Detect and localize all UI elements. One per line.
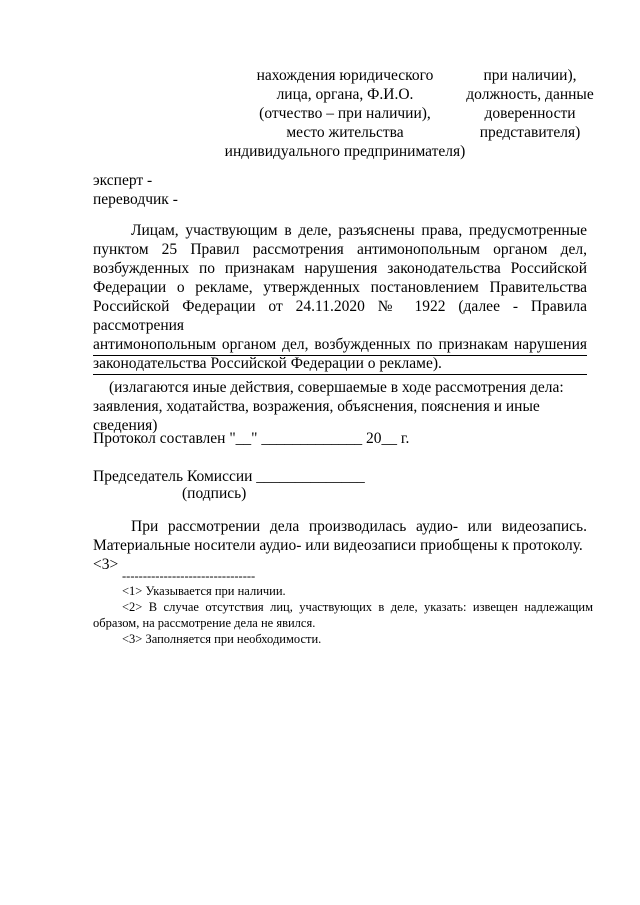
header-right-line: доверенности (484, 105, 576, 122)
header-right-column (450, 66, 610, 142)
footnotes (93, 583, 593, 647)
rights-paragraph (93, 221, 587, 373)
paragraph-line: Федерации о рекламе, утвержденных постановлением Правительства (93, 279, 587, 296)
chairman-signature-line: Председатель Комиссии ______________ (93, 468, 365, 485)
translator-label: переводчик - (93, 191, 178, 208)
header-right-line: должность, данные (466, 86, 594, 103)
paragraph-line: Российской Федерации от 24.11.2020 № 1922 (далее - Правила рассмотрения (93, 298, 587, 334)
expert-label: эксперт - (93, 172, 153, 189)
fill-in-line (93, 374, 587, 375)
paragraph-line: антимонопольным органом дел, возбужденных по признакам нарушения (93, 336, 587, 353)
footnote-separator: -------------------------------- (122, 569, 256, 583)
header-right-line: представителя) (479, 124, 581, 141)
header-right-line: при наличии), (483, 67, 577, 84)
fill-in-line (93, 355, 587, 356)
header-left-line: (отчество – при наличии), (259, 105, 431, 122)
actions-caption (93, 378, 593, 435)
footnote-item: <3> Заполняется при необходимости. (122, 632, 322, 646)
header-left-line: лица, органа, Ф.И.О. (276, 86, 414, 103)
paragraph-line: возбужденных по признакам нарушения законодательства Российской (93, 260, 587, 277)
caption-line: (излагаются иные действия, совершаемые в ходе рассмотрения дела: (109, 379, 564, 396)
signature-caption: (подпись) (182, 485, 247, 502)
header-left-column (215, 66, 475, 161)
paragraph-line: При рассмотрении дела производилась аудио- или видеозапись. (131, 518, 587, 535)
header-left-line: индивидуального предпринимателя) (224, 143, 466, 160)
paragraph-line: законодательства Российской Федерации о рекламе). (93, 355, 442, 372)
paragraph-line: пунктом 25 Правил рассмотрения антимонопольным органом дел, (93, 241, 587, 258)
protocol-composed-line: Протокол составлен "__" _____________ 20__ г. (93, 430, 410, 447)
recording-paragraph (93, 517, 587, 574)
footnote-item: <2> В случае отсутствия лиц, участвующих в деле, указать: извещен надлежащим (122, 600, 593, 614)
caption-line: заявления, ходатайства, возражения, объяснения, пояснения и иные сведения) (93, 398, 540, 434)
paragraph-line: Лицам, участвующим в деле, разъяснены права, предусмотренные (131, 222, 587, 239)
header-left-line: нахождения юридического (256, 67, 434, 84)
footnote-item: <1> Указывается при наличии. (122, 584, 286, 598)
footnote-item: образом, на рассмотрение дела не явился. (93, 616, 316, 630)
header-left-line: место жительства (286, 124, 404, 141)
paragraph-line: Материальные носители аудио- или видеозаписи приобщены к протоколу. <3> (93, 537, 583, 573)
